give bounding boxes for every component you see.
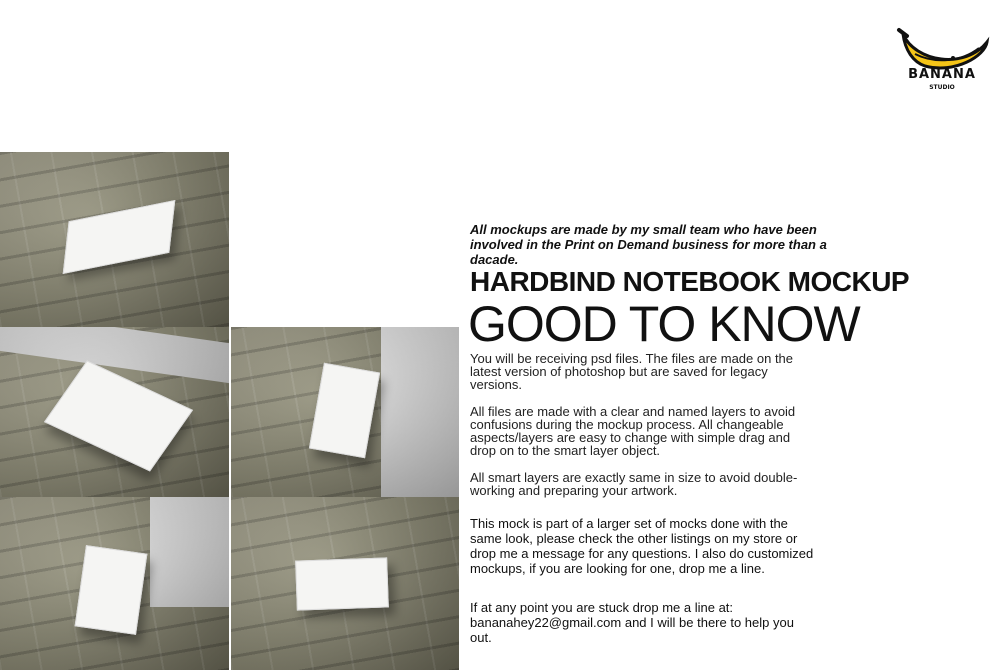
mockup-photo-middle-right bbox=[231, 327, 459, 497]
paragraph-layers: All files are made with a clear and named layers to avoid confusions during the mockup process. All changeable aspects/layers are easy to change with simple drag and drop on to the smart layer object. bbox=[470, 404, 796, 458]
paragraph-contact: If at any point you are stuck drop me a line at: bananahey22@gmail.com and I will be there to help you out. bbox=[470, 600, 794, 645]
paragraph-files: You will be receiving psd files. The files are made on the latest version of photoshop but are saved for legacy versions. bbox=[470, 351, 794, 392]
page-title: HARDBIND NOTEBOOK MOCKUP bbox=[470, 266, 910, 297]
mockup-photo-middle-left bbox=[0, 327, 229, 497]
mockup-photo-top bbox=[0, 152, 229, 327]
notebook-mockup bbox=[75, 545, 148, 635]
notebook-mockup bbox=[295, 557, 389, 610]
paragraph-store: This mock is part of a larger set of mocks done with the same look, please check the other listings on my store or drop me a message for any questions. I also do customized mockups, if you are looking for one, drop me a line. bbox=[470, 516, 814, 576]
mockup-photo-bottom-left bbox=[0, 497, 229, 670]
mockup-photo-bottom-right bbox=[231, 497, 459, 670]
page-subtitle: GOOD TO KNOW bbox=[468, 296, 860, 352]
paragraph-smart-layers: All smart layers are exactly same in size to avoid double-working and preparing your artwork. bbox=[470, 470, 798, 498]
intro-text: All mockups are made by my small team who have been involved in the Print on Demand business for more than a dacade. bbox=[470, 222, 827, 267]
logo-wordmark: BANANA bbox=[908, 67, 976, 82]
logo-subtext: STUDIO bbox=[929, 84, 955, 91]
